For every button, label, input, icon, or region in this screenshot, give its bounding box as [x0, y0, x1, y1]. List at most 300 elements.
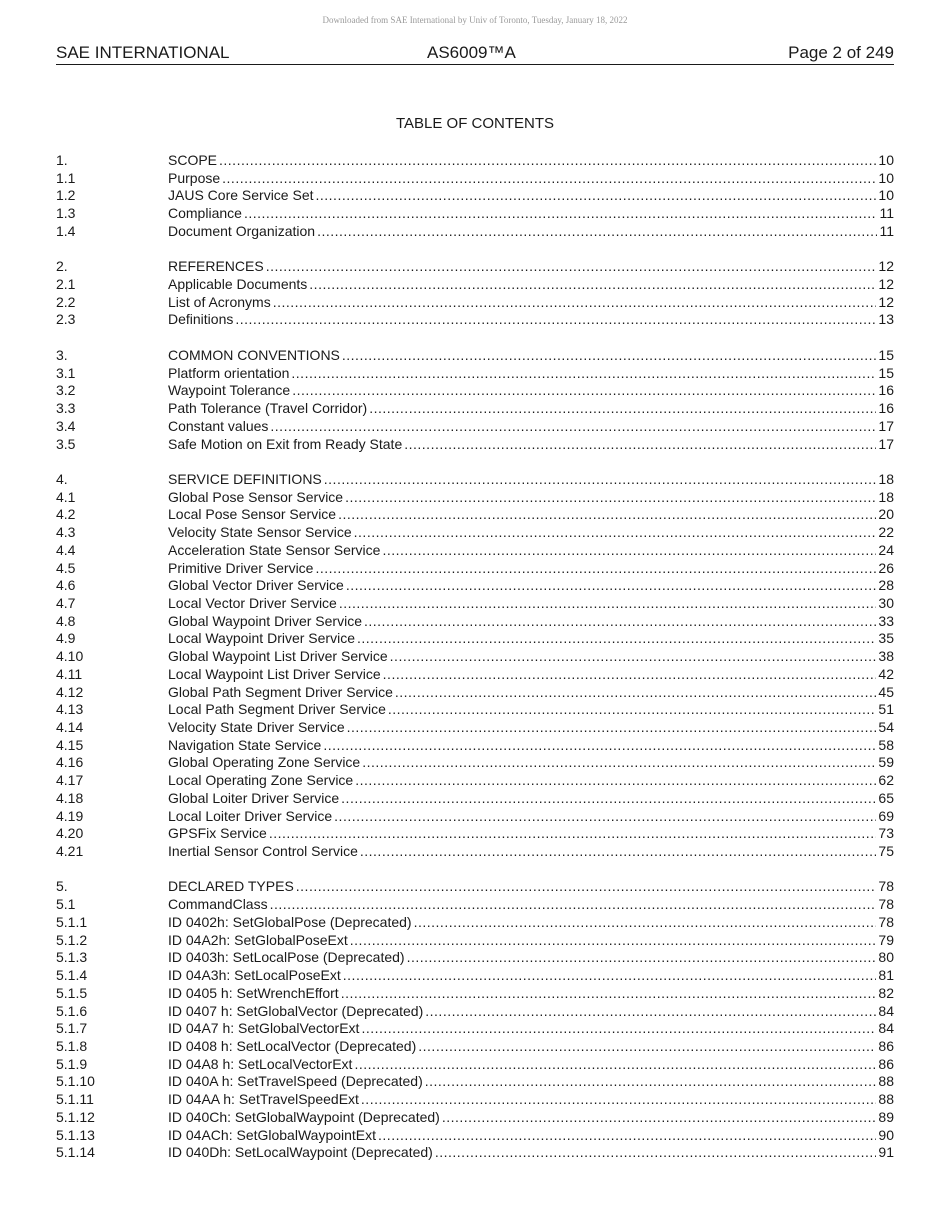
toc-section-number: 4.9 — [56, 630, 76, 647]
toc-entry-line — [168, 170, 894, 188]
toc-entry[interactable] — [56, 294, 894, 312]
toc-entry[interactable] — [56, 666, 894, 684]
toc-entry[interactable] — [56, 878, 894, 896]
toc-section-number: 1.4 — [56, 222, 76, 239]
toc-entry[interactable] — [56, 418, 894, 436]
toc-dot-leader — [442, 1109, 877, 1127]
toc-section-number: 4.21 — [56, 843, 84, 860]
toc-section-title[interactable]: ID 04A7 h: SetGlobalVectorExt — [168, 1020, 360, 1037]
toc-dot-leader — [338, 506, 876, 524]
toc-section-title[interactable]: GPSFix Service — [168, 825, 267, 842]
toc-section-title[interactable]: ID 04A3h: SetLocalPoseExt — [168, 967, 341, 984]
toc-entry[interactable] — [56, 985, 894, 1003]
toc-entry[interactable] — [56, 684, 894, 702]
toc-section-title[interactable]: Global Waypoint List Driver Service — [168, 648, 388, 665]
toc-section-number: 3.1 — [56, 364, 76, 381]
toc-section-number: 4.20 — [56, 825, 84, 842]
toc-entry[interactable] — [56, 170, 894, 188]
toc-entry-line — [168, 276, 894, 294]
toc-entry-line — [168, 878, 894, 896]
toc-entry-line — [168, 347, 894, 365]
toc-entry[interactable] — [56, 311, 894, 329]
toc-entry[interactable] — [56, 949, 894, 967]
toc-title: TABLE OF CONTENTS — [395, 115, 555, 132]
toc-dot-leader — [414, 914, 877, 932]
toc-entry[interactable] — [56, 932, 894, 950]
toc-section-number: 4.11 — [56, 665, 83, 682]
toc-section-number: 5.1.12 — [56, 1108, 95, 1125]
toc-entry[interactable] — [56, 1073, 894, 1091]
toc-entry-line — [168, 825, 894, 843]
header-organization: SAE INTERNATIONAL — [56, 43, 230, 62]
toc-dot-leader — [361, 1091, 877, 1109]
toc-page-number: 75 — [878, 843, 894, 860]
toc-entry[interactable] — [56, 524, 894, 542]
toc-section-number: 4.17 — [56, 772, 84, 789]
toc-section-title[interactable]: ID 04A2h: SetGlobalPoseExt — [168, 931, 348, 948]
page-header — [56, 43, 894, 65]
toc-entry-line — [168, 843, 894, 861]
toc-dot-leader — [269, 825, 877, 843]
toc-section-title[interactable]: JAUS Core Service Set — [168, 187, 314, 204]
toc-page-number: 12 — [878, 293, 894, 310]
toc-section-number: 3.4 — [56, 417, 76, 434]
toc-page-number: 91 — [878, 1144, 894, 1161]
toc-section-title[interactable]: Local Vector Driver Service — [168, 594, 337, 611]
toc-dot-leader — [270, 896, 877, 914]
toc-section-title[interactable]: Local Waypoint Driver Service — [168, 630, 355, 647]
toc-entry[interactable] — [56, 737, 894, 755]
toc-dot-leader — [383, 666, 877, 684]
toc-section-title[interactable]: Applicable Documents — [168, 276, 308, 293]
toc-section-title[interactable]: SCOPE — [168, 152, 218, 168]
toc-page-number: 35 — [878, 630, 894, 647]
toc-entry[interactable] — [56, 754, 894, 772]
toc-entry[interactable] — [56, 1127, 894, 1145]
toc-entry[interactable] — [56, 595, 894, 613]
toc-entry[interactable] — [56, 896, 894, 914]
toc-dot-leader — [362, 754, 876, 772]
toc-entry-line — [168, 896, 894, 914]
toc-section-title[interactable]: Global Loiter Driver Service — [168, 789, 340, 806]
toc-page-number: 51 — [878, 701, 894, 718]
toc-section-title[interactable]: ID 04A8 h: SetLocalVectorExt — [168, 1055, 353, 1072]
toc-section-number: 4.5 — [56, 559, 76, 576]
toc-section-number: 5.1.13 — [56, 1126, 95, 1143]
toc-section-title[interactable]: Local Path Segment Driver Service — [168, 701, 386, 718]
toc-entry-line — [168, 311, 894, 329]
toc-dot-leader — [339, 595, 877, 613]
toc-dot-leader — [425, 1073, 877, 1091]
toc-entry-line — [168, 737, 894, 755]
toc-entry[interactable] — [56, 1056, 894, 1074]
toc-entry-line — [168, 382, 894, 400]
toc-entry[interactable] — [56, 489, 894, 507]
toc-section-number: 1. — [56, 152, 68, 168]
toc-entry[interactable] — [56, 276, 894, 294]
toc-entry[interactable] — [56, 400, 894, 418]
toc-section-title[interactable]: Global Vector Driver Service — [168, 577, 344, 594]
toc-section-number: 1.2 — [56, 187, 76, 204]
toc-dot-leader — [418, 1038, 876, 1056]
toc-section-title[interactable]: Local Pose Sensor Service — [168, 506, 337, 523]
toc-section-title[interactable]: Primitive Driver Service — [168, 559, 314, 576]
toc-dot-leader — [323, 737, 876, 755]
toc-entry-line — [168, 754, 894, 772]
toc-section-title[interactable]: Global Waypoint Driver Service — [168, 612, 362, 629]
toc-dot-leader — [360, 843, 877, 861]
toc-section-number: 4.7 — [56, 594, 76, 611]
toc-page-number: 90 — [878, 1126, 894, 1143]
toc-dot-leader — [341, 790, 876, 808]
toc-page-number: 79 — [878, 931, 894, 948]
toc-entry-line — [168, 294, 894, 312]
toc-section-title[interactable]: Navigation State Service — [168, 736, 322, 753]
toc-entry[interactable] — [56, 152, 894, 170]
toc-entry[interactable] — [56, 382, 894, 400]
toc-entry-line — [168, 790, 894, 808]
toc-entry[interactable] — [56, 648, 894, 666]
download-watermark: Downloaded from SAE International by Univ of Toronto, Tuesday, January 18, 2022 — [322, 15, 628, 25]
toc-section-number: 5.1.5 — [56, 984, 88, 1001]
toc-section-title[interactable]: Compliance — [168, 205, 242, 222]
toc-section-title[interactable]: Global Pose Sensor Service — [168, 488, 344, 505]
toc-section-number: 5.1.1 — [56, 913, 88, 930]
toc-entry[interactable] — [56, 967, 894, 985]
toc-page-number: 30 — [878, 594, 894, 611]
toc-section-number: 3. — [56, 346, 68, 363]
toc-section-title[interactable]: Velocity State Sensor Service — [168, 524, 352, 541]
toc-entry-line — [168, 223, 894, 241]
toc-entry[interactable] — [56, 436, 894, 454]
toc-page-number: 58 — [878, 736, 894, 753]
toc-page-number: 11 — [879, 205, 894, 222]
toc-entry[interactable] — [56, 701, 894, 719]
toc-section-number: 4.2 — [56, 506, 76, 523]
toc-entry-line — [168, 258, 894, 276]
toc-section-number: 5.1.6 — [56, 1002, 88, 1019]
toc-dot-leader — [296, 878, 877, 896]
toc-section-number: 5.1.11 — [56, 1091, 94, 1108]
toc-entry-line — [168, 772, 894, 790]
toc-section-title[interactable]: Global Path Segment Driver Service — [168, 683, 393, 700]
toc-page-number: 89 — [878, 1108, 894, 1125]
toc-page-number: 78 — [878, 913, 894, 930]
toc-section-title[interactable]: ID 0403h: SetLocalPose (Deprecated) — [168, 949, 405, 966]
toc-page-number: 22 — [878, 524, 894, 541]
toc-entry-line — [168, 630, 894, 648]
toc-entry[interactable] — [56, 1003, 894, 1021]
toc-dot-leader — [291, 365, 876, 383]
toc-entry-line — [168, 1144, 894, 1162]
toc-page-number: 10 — [878, 152, 894, 168]
toc-section-number: 4.16 — [56, 754, 84, 771]
toc-dot-leader — [404, 436, 876, 454]
toc-entry-line — [168, 666, 894, 684]
toc-dot-leader — [382, 542, 876, 560]
toc-section-title[interactable]: Waypoint Tolerance — [168, 382, 291, 399]
toc-page-number: 12 — [878, 258, 894, 275]
toc-entry-line — [168, 1020, 894, 1038]
toc-entry[interactable] — [56, 630, 894, 648]
toc-section-number: 2.3 — [56, 311, 76, 328]
toc-page-number: 84 — [878, 1002, 894, 1019]
toc-dot-leader — [334, 808, 876, 826]
toc-entry[interactable] — [56, 205, 894, 223]
toc-page-number: 26 — [878, 559, 894, 576]
toc-entry[interactable] — [56, 577, 894, 595]
toc-entry-line — [168, 1073, 894, 1091]
toc-section-title[interactable]: Acceleration State Sensor Service — [168, 541, 381, 558]
toc-section-title[interactable]: Safe Motion on Exit from Ready State — [168, 435, 403, 452]
toc-page-number: 15 — [878, 364, 894, 381]
toc-section-number: 2.1 — [56, 276, 76, 293]
toc-section-number: 5.1.14 — [56, 1144, 95, 1161]
toc-page-number: 15 — [878, 346, 894, 363]
toc-dot-leader — [235, 311, 876, 329]
toc-entry-line — [168, 648, 894, 666]
toc-section-title[interactable]: Inertial Sensor Control Service — [168, 843, 358, 860]
toc-entry-line — [168, 152, 894, 170]
toc-page-number: 28 — [878, 577, 894, 594]
toc-entry[interactable] — [56, 719, 894, 737]
toc-entry-line — [168, 542, 894, 560]
toc-page-number: 86 — [878, 1055, 894, 1072]
toc-page-number: 38 — [878, 648, 894, 665]
toc-entry[interactable] — [56, 187, 894, 205]
toc-page-number: 11 — [879, 222, 894, 239]
toc-entry-line — [168, 400, 894, 418]
toc-dot-leader — [354, 1056, 876, 1074]
toc-dot-leader — [222, 170, 876, 188]
toc-dot-leader — [244, 205, 878, 223]
toc-page-number: 18 — [878, 470, 894, 487]
toc-dot-leader — [369, 400, 876, 418]
toc-page-number: 45 — [878, 683, 894, 700]
toc-section-title[interactable]: ID 0407 h: SetGlobalVector (Deprecated) — [168, 1002, 424, 1019]
toc-section-number: 5.1 — [56, 896, 76, 913]
toc-entry-line — [168, 524, 894, 542]
toc-section-title[interactable]: Local Waypoint List Driver Service — [168, 665, 381, 682]
toc-page-number: 80 — [878, 949, 894, 966]
toc-dot-leader — [395, 684, 877, 702]
toc-section-title[interactable]: CommandClass — [168, 896, 268, 913]
toc-section-title[interactable]: REFERENCES — [168, 258, 264, 275]
toc-section-title[interactable]: Local Operating Zone Service — [168, 772, 354, 789]
toc-section-number: 1.1 — [56, 169, 76, 186]
toc-page-number: 81 — [878, 967, 894, 984]
toc-page-number: 82 — [878, 984, 894, 1001]
toc-dot-leader — [270, 418, 876, 436]
toc-dot-leader — [309, 276, 876, 294]
toc-dot-leader — [345, 489, 876, 507]
toc-dot-leader — [361, 1020, 876, 1038]
toc-entry[interactable] — [56, 471, 894, 489]
toc-entry[interactable] — [56, 1038, 894, 1056]
toc-dot-leader — [316, 187, 877, 205]
toc-entry-line — [168, 914, 894, 932]
toc-entry[interactable] — [56, 1109, 894, 1127]
toc-section-title[interactable]: ID 0402h: SetGlobalPose (Deprecated) — [168, 913, 412, 930]
toc-page-number: 10 — [878, 169, 894, 186]
toc-section-number: 4.4 — [56, 541, 76, 558]
toc-dot-leader — [390, 648, 877, 666]
toc-page-number: 65 — [878, 789, 894, 806]
toc-dot-leader — [346, 577, 877, 595]
table-of-contents — [56, 152, 894, 1162]
toc-section-title[interactable]: Velocity State Driver Service — [168, 719, 345, 735]
toc-entry-line — [168, 684, 894, 702]
toc-section-number: 4. — [56, 470, 68, 487]
toc-page-number: 88 — [878, 1091, 894, 1108]
toc-entry-line — [168, 1091, 894, 1109]
toc-section-title[interactable]: Definitions — [168, 311, 234, 328]
toc-dot-leader — [364, 613, 876, 631]
toc-entry-line — [168, 719, 894, 737]
toc-entry-line — [168, 1109, 894, 1127]
toc-dot-leader — [425, 1003, 876, 1021]
toc-entry-line — [168, 418, 894, 436]
toc-section-number: 4.6 — [56, 577, 76, 594]
toc-entry-line — [168, 560, 894, 578]
toc-page-number: 18 — [878, 488, 894, 505]
toc-dot-leader — [350, 932, 877, 950]
toc-page-number: 84 — [878, 1020, 894, 1037]
toc-entry-line — [168, 949, 894, 967]
toc-page-number: 62 — [878, 772, 894, 789]
toc-entry[interactable] — [56, 258, 894, 276]
toc-section-number: 3.2 — [56, 382, 76, 399]
toc-page-number: 16 — [878, 382, 894, 399]
toc-section-title[interactable]: Global Operating Zone Service — [168, 754, 361, 771]
toc-section-number: 4.13 — [56, 701, 84, 718]
toc-section-number: 5.1.9 — [56, 1055, 88, 1072]
toc-dot-leader — [378, 1127, 876, 1145]
header-page-number: Page 2 of 249 — [788, 43, 894, 62]
toc-entry[interactable] — [56, 772, 894, 790]
toc-section-title[interactable]: Constant values — [168, 417, 269, 434]
toc-section-number: 4.12 — [56, 683, 84, 700]
toc-section-title[interactable]: Platform orientation — [168, 364, 290, 381]
toc-page-number: 86 — [878, 1037, 894, 1054]
toc-entry-line — [168, 701, 894, 719]
toc-section-title[interactable]: ID 0408 h: SetLocalVector (Deprecated) — [168, 1037, 417, 1054]
toc-section-title[interactable]: ID 0405 h: SetWrenchEffort — [168, 984, 339, 1001]
toc-entry-line — [168, 489, 894, 507]
toc-page-number: 12 — [878, 276, 894, 293]
toc-page-number: 59 — [878, 754, 894, 771]
toc-entry-line — [168, 577, 894, 595]
toc-section-title[interactable]: Purpose — [168, 169, 221, 186]
toc-section-number: 4.15 — [56, 736, 84, 753]
toc-page-number: 33 — [878, 612, 894, 629]
toc-section-title[interactable]: ID 04ACh: SetGlobalWaypointExt — [168, 1126, 377, 1143]
toc-dot-leader — [342, 347, 877, 365]
toc-section-title[interactable]: COMMON CONVENTIONS — [168, 346, 340, 363]
toc-dot-leader — [273, 294, 877, 312]
toc-entry-line — [168, 613, 894, 631]
toc-section-number: 4.10 — [56, 648, 84, 665]
toc-section-title[interactable]: Local Loiter Driver Service — [168, 807, 333, 824]
toc-page-number: 78 — [878, 878, 894, 895]
toc-section-title[interactable]: SERVICE DEFINITIONS — [168, 470, 322, 487]
toc-section-title[interactable]: List of Acronyms — [168, 293, 271, 310]
toc-section-number: 4.19 — [56, 807, 84, 824]
toc-entry[interactable] — [56, 223, 894, 241]
toc-entry[interactable] — [56, 825, 894, 843]
toc-page-number: 16 — [878, 400, 894, 417]
toc-section-number: 4.3 — [56, 524, 76, 541]
toc-entry[interactable] — [56, 347, 894, 365]
toc-page-number: 13 — [878, 311, 894, 328]
toc-page-number: 69 — [878, 807, 894, 824]
toc-entry-line — [168, 808, 894, 826]
toc-section-title[interactable]: DECLARED TYPES — [168, 878, 294, 895]
toc-section-number: 5.1.3 — [56, 949, 88, 966]
toc-entry[interactable] — [56, 843, 894, 861]
toc-entry[interactable] — [56, 1020, 894, 1038]
toc-dot-leader — [219, 152, 876, 170]
toc-section-number: 5.1.10 — [56, 1073, 95, 1090]
toc-section-number: 1.3 — [56, 205, 76, 222]
toc-section-title[interactable]: ID 04AA h: SetTravelSpeedExt — [168, 1091, 359, 1108]
toc-section-number: 5.1.8 — [56, 1037, 88, 1054]
toc-section-number: 5.1.4 — [56, 967, 88, 984]
toc-entry[interactable] — [56, 560, 894, 578]
toc-dot-leader — [388, 701, 877, 719]
toc-page-number: 17 — [878, 417, 894, 434]
toc-dot-leader — [407, 949, 877, 967]
toc-dot-leader — [343, 967, 877, 985]
toc-entry-line — [168, 1038, 894, 1056]
toc-page-number: 42 — [878, 665, 894, 682]
toc-entry[interactable] — [56, 914, 894, 932]
toc-page-number: 54 — [878, 719, 894, 735]
toc-section-number: 2.2 — [56, 293, 76, 310]
toc-section-title[interactable]: ID 040A h: SetTravelSpeed (Deprecated) — [168, 1073, 423, 1090]
toc-entry[interactable] — [56, 506, 894, 524]
toc-entry[interactable] — [56, 613, 894, 631]
toc-dot-leader — [347, 719, 877, 737]
toc-entry[interactable] — [56, 1091, 894, 1109]
toc-entry[interactable] — [56, 365, 894, 383]
toc-entry[interactable] — [56, 1144, 894, 1162]
toc-page-number: 78 — [878, 896, 894, 913]
toc-section-number: 2. — [56, 258, 68, 275]
toc-section-title[interactable]: ID 040Dh: SetLocalWaypoint (Deprecated) — [168, 1144, 433, 1161]
toc-section-title[interactable]: ID 040Ch: SetGlobalWaypoint (Deprecated) — [168, 1108, 440, 1125]
toc-entry[interactable] — [56, 790, 894, 808]
toc-section-title[interactable]: Path Tolerance (Travel Corridor) — [168, 400, 368, 417]
toc-entry[interactable] — [56, 808, 894, 826]
toc-section-number: 3.3 — [56, 400, 76, 417]
toc-section-title[interactable]: Document Organization — [168, 222, 316, 239]
toc-dot-leader — [292, 382, 876, 400]
toc-entry-line — [168, 932, 894, 950]
toc-section-number: 4.8 — [56, 612, 76, 629]
toc-dot-leader — [315, 560, 876, 578]
toc-entry-line — [168, 967, 894, 985]
toc-entry-line — [168, 205, 894, 223]
toc-section-number: 4.1 — [56, 488, 76, 505]
toc-entry-line — [168, 1056, 894, 1074]
toc-page-number: 88 — [878, 1073, 894, 1090]
toc-page-number: 24 — [878, 541, 894, 558]
toc-section-number: 4.18 — [56, 789, 84, 806]
toc-entry[interactable] — [56, 542, 894, 560]
toc-dot-leader — [266, 258, 877, 276]
toc-entry-line — [168, 436, 894, 454]
